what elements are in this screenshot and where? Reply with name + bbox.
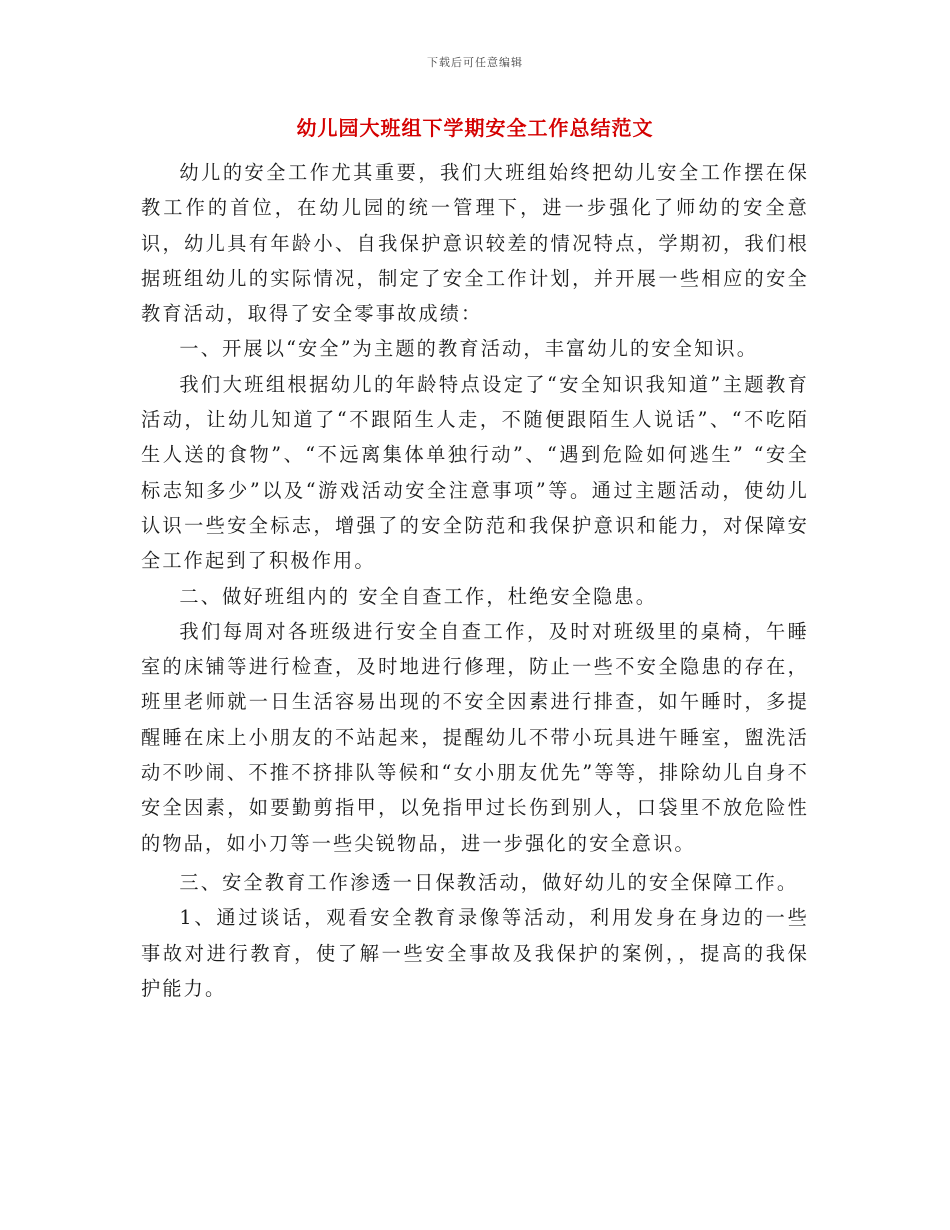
document-title: 幼儿园大班组下学期安全工作总结范文 [296, 116, 654, 140]
paragraph-section-3-item-1: 1、通过谈话，观看安全教育录像等活动，利用发身在身边的一些事故对进行教育，使了解一些安全事故及我保护的案例，，提高的我保护能力。 [141, 906, 809, 1000]
document-body [141, 155, 809, 1006]
paragraph-section-1-heading: 一、开展以“安全”为主题的教育活动，丰富幼儿的安全知识。 [179, 337, 759, 361]
paragraph-section-1-body: 我们大班组根据幼儿的年龄特点设定了“安全知识我知道”主题教育活动，让幼儿知道了“不跟陌生人走，不随便跟陌生人说话”、“不吃陌生人送的食物”、“不远离集体单独行动”、“遇到危险如何逃生” “安全标志知多少”以及“游戏活动安全注意事项”等。通过主题活动，使幼儿认识一些安全标志，增强了的安全防范和我保护意识和能力，对保障安全工作起到了积极作用。 [141, 372, 809, 573]
header-note: 下载后可任意编辑 [427, 56, 523, 69]
paragraph-section-3-heading: 三、安全教育工作渗透一日保教活动，做好幼儿的安全保障工作。 [179, 870, 799, 894]
paragraph-section-2-body: 我们每周对各班级进行安全自查工作，及时对班级里的桌椅，午睡室的床铺等进行检查，及时地进行修理，防止一些不安全隐患的存在，班里老师就一日生活容易出现的不安全因素进行排查，如午睡时，多提醒睡在床上小朋友的不站起来，提醒幼儿不带小玩具进午睡室，盥洗活动不吵闹、不推不挤排队等候和“女小朋友优先”等等，排除幼儿自身不安全因素，如要勤剪指甲，以免指甲过长伤到别人，口袋里不放危险性的物品，如小刀等一些尖锐物品，进一步强化的安全意识。 [141, 619, 809, 855]
paragraph-section-2-heading: 二、做好班组内的 安全自查工作，杜绝安全隐患。 [179, 584, 658, 608]
paragraph-intro: 幼儿的安全工作尤其重要，我们大班组始终把幼儿安全工作摆在保教工作的首位，在幼儿园的统一管理下，进一步强化了师幼的安全意识，幼儿具有年龄小、自我保护意识较差的情况特点，学期初，我们根据班组幼儿的实际情况，制定了安全工作计划，并开展一些相应的安全教育活动，取得了安全零事故成绩： [141, 161, 809, 326]
